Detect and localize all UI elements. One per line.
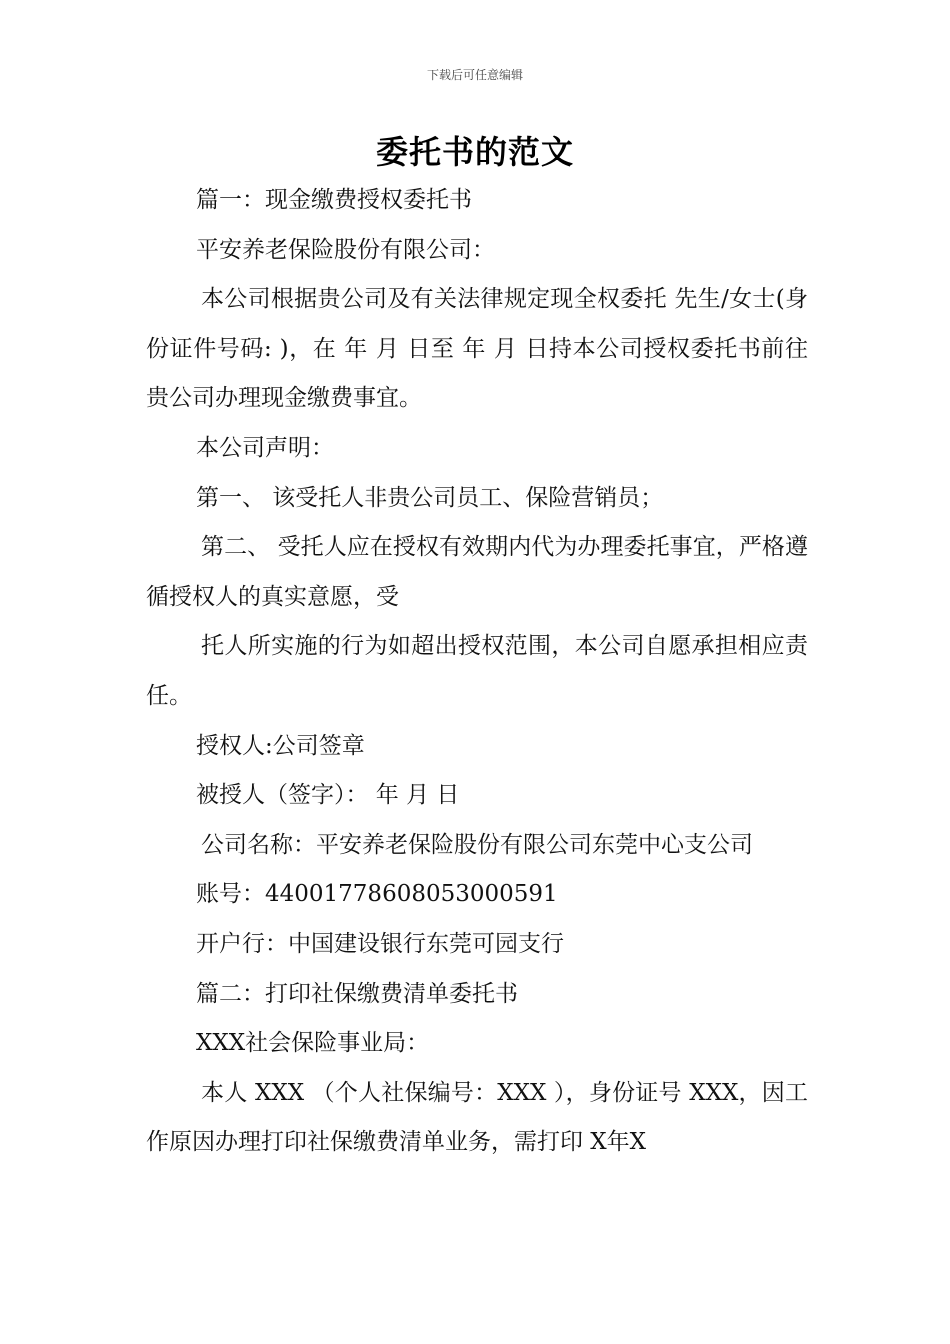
- paragraph-account-number: 账号：44001778608053000591: [196, 881, 558, 908]
- document-title: 委托书的范文: [375, 133, 574, 171]
- paragraph-section-one-heading: 篇一：现金缴费授权委托书: [196, 187, 472, 213]
- paragraph-clause-one: 第一、 该受托人非贵公司员工、保险营销员；: [196, 484, 664, 511]
- paragraph-clause-two: 第二、 受托人应在授权有效期内代为办理委托事宜，严格遵循授权人的真实意愿，受: [146, 534, 808, 610]
- paragraph-bureau-addressee: XXX社会保险事业局：: [196, 1030, 430, 1057]
- paragraph-authorization: 本公司根据贵公司及有关法律规定现全权委托 先生/女士(身份证件号码: )，在 年 月 日至 年 月 日持本公司授权委托书前往贵公司办理现金缴费事宜。: [146, 286, 808, 412]
- paragraph-company-name: 公司名称：平安养老保险股份有限公司东莞中心支公司: [201, 831, 753, 858]
- paragraph-bank: 开户行：中国建设银行东莞可园支行: [196, 930, 564, 957]
- paragraph-authorizer-seal: 授权人:公司签章: [196, 732, 365, 759]
- paragraph-authorized-signature: 被授人（签字）： 年 月 日: [196, 782, 460, 809]
- paragraph-clause-two-continued: 托人所实施的行为如超出授权范围，本公司自愿承担相应责任。: [146, 633, 808, 709]
- paragraph-declaration-label: 本公司声明：: [196, 434, 334, 461]
- document-body: [146, 176, 808, 1168]
- paragraph-addressee: 平安养老保险股份有限公司：: [196, 236, 495, 263]
- page-header: 下载后可任意编辑: [426, 68, 523, 82]
- paragraph-section-two-heading: 篇二：打印社保缴费清单委托书: [196, 980, 518, 1007]
- paragraph-personal-request: 本人 XXX （个人社保编号：XXX ），身份证号 XXX，因工作原因办理打印社保缴费清单业务，需打印 X年X: [146, 1079, 808, 1156]
